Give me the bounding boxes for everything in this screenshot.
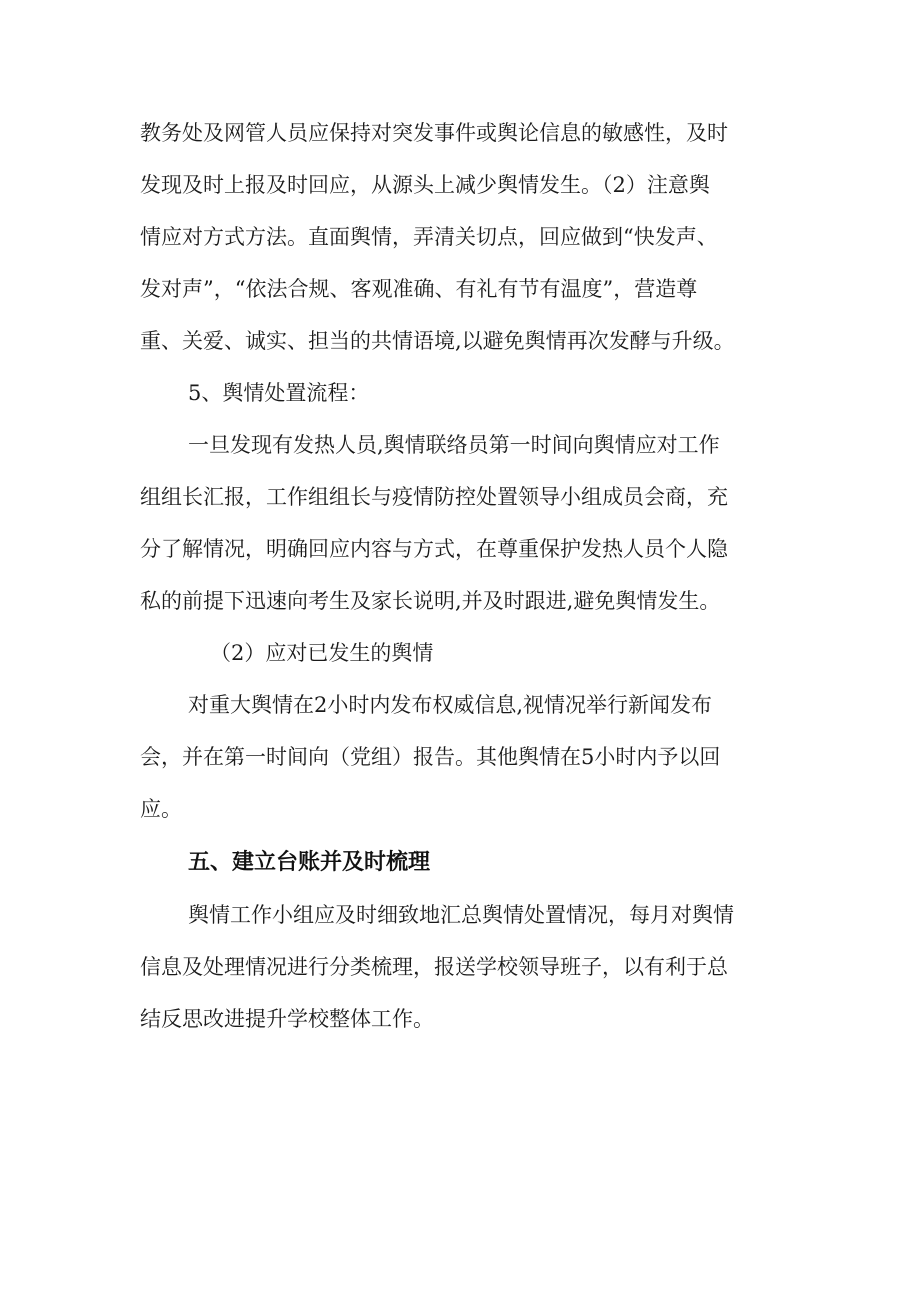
body-line-4: 发对声”，“依法合规、客观准确、有礼有节有温度”，营造尊 <box>140 277 698 301</box>
body-line-10: 私的前提下迅速向考生及家长说明,并及时跟进,避免舆情发生。 <box>140 589 721 613</box>
body-line-17: 信息及处理情况进行分类梳理，报送学校领导班子，以有利于总 <box>140 955 728 979</box>
subsection-label: （2）应对已发生的舆情 <box>210 641 434 665</box>
body-line-12: 对重大舆情在2小时内发布权威信息,视情况举行新闻发布 <box>188 693 713 717</box>
body-line-18: 结反思改进提升学校整体工作。 <box>140 1007 434 1031</box>
body-line-2: 发现及时上报及时回应，从源头上减少舆情发生。（2）注意舆 <box>140 173 710 197</box>
body-line-1: 教务处及网管人员应保持对突发事件或舆论信息的敏感性，及时 <box>140 121 728 145</box>
section-label-5: 5、舆情处置流程： <box>188 381 370 405</box>
body-line-3: 情应对方式方法。直面舆情，弄清关切点，回应做到“快发声、 <box>140 225 718 249</box>
body-line-9: 分了解情况，明确回应内容与方式，在尊重保护发热人员个人隐 <box>140 537 728 561</box>
body-line-7: 一旦发现有发热人员,舆情联络员第一时间向舆情应对工作 <box>188 433 720 457</box>
body-line-5: 重、关爱、诚实、担当的共情语境,以避免舆情再次发酵与升级。 <box>140 329 735 353</box>
body-line-8: 组组长汇报，工作组组长与疫情防控处置领导小组成员会商，充 <box>140 485 728 509</box>
body-line-16: 舆情工作小组应及时细致地汇总舆情处置情况，每月对舆情 <box>188 903 734 927</box>
body-line-13: 会，并在第一时间向（党组）报告。其他舆情在5小时内予以回 <box>140 745 721 769</box>
section-heading-5: 五、建立台账并及时梳理 <box>188 850 431 875</box>
body-line-14: 应。 <box>140 797 182 821</box>
